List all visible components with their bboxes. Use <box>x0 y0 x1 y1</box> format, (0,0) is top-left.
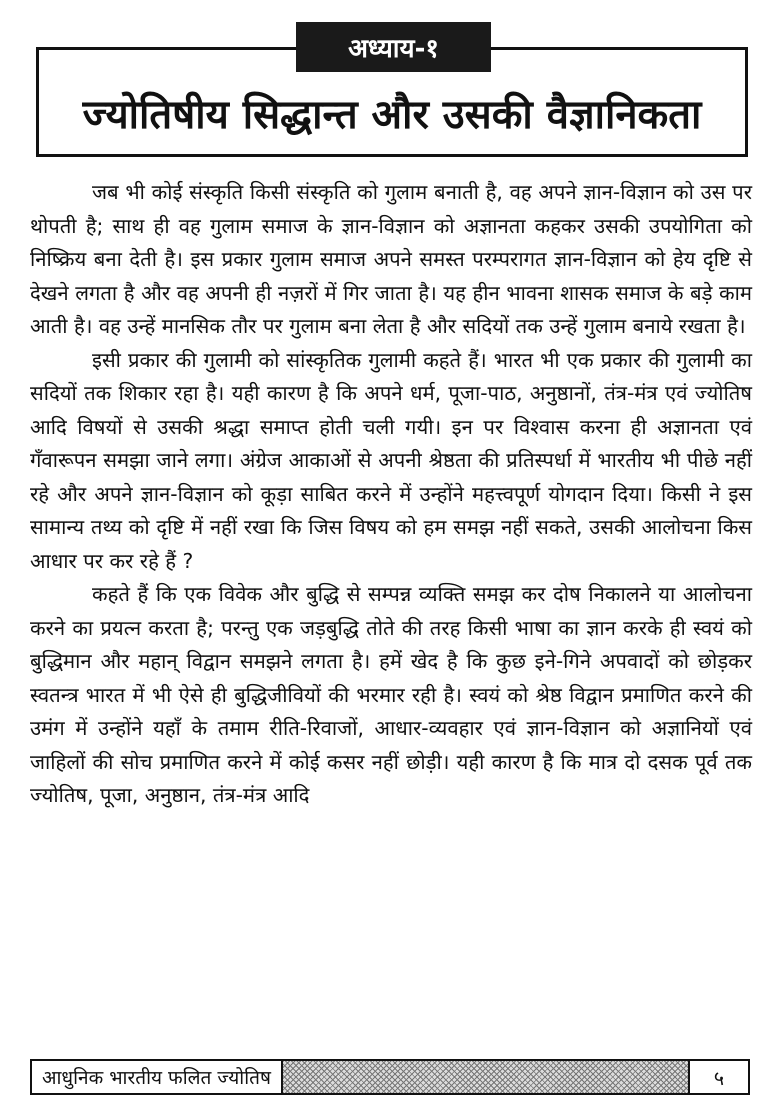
page-number: ५ <box>688 1061 748 1093</box>
footer-pattern <box>283 1061 688 1093</box>
body-text <box>30 176 752 813</box>
chapter-title: ज्योतिषीय सिद्धान्त और उसकी वैज्ञानिकता <box>82 92 702 138</box>
paragraph-2: इसी प्रकार की गुलामी को सांस्कृतिक गुलामी कहते हैं। भारत भी एक प्रकार की गुलामी का सदियों तक शिकार रहा है। यही कारण है कि अपने धर्म, पूजा-पाठ, अनुष्ठानों, तंत्र-मंत्र एवं ज्योतिष आदि विषयों से उसकी श्रद्धा समाप्त होती चली गयी। इन पर विश्वास करना ही अज्ञानता एवं गँवारूपन समझा जाने लगा। अंग्रेज आकाओं से अपनी श्रेष्ठता की प्रतिस्पर्धा में भारतीय भी पीछे नहीं रहे और अपने ज्ञान-विज्ञान को कूड़ा साबित करने में उन्होंने महत्त्वपूर्ण योगदान दिया। किसी ने इस सामान्य तथ्य को दृष्टि में नहीं रखा कि जिस विषय को हम समझ नहीं सकते, उसकी आलोचना किस आधार पर कर रहे हैं ? <box>30 347 752 573</box>
paragraph-3: कहते हैं कि एक विवेक और बुद्धि से सम्पन्न व्यक्ति समझ कर दोष निकालने या आलोचना करने का प्रयत्न करता है; परन्तु एक जड़बुद्धि तोते की तरह किसी भाषा का ज्ञान करके ही स्वयं को बुद्धिमान और महान् विद्वान समझने लगता है। हमें खेद है कि कुछ इने-गिने अपवादों को छोड़कर स्वतन्त्र भारत में भी ऐसे ही बुद्धिजीवियों की भरमार रही है। स्वयं को श्रेष्ठ विद्वान प्रमाणित करने की उमंग में उन्होंने यहाँ के तमाम रीति-रिवाजों, आधार-व्यवहार एवं ज्ञान-विज्ञान को अज्ञानियों एवं जाहिलों की सोच प्रमाणित करने में कोई कसर नहीं छोड़ी। यही कारण है कि मात्र दो दसक पूर्व तक ज्योतिष, पूजा, अनुष्ठान, तंत्र-मंत्र आदि <box>30 582 752 807</box>
page-footer <box>30 1059 750 1095</box>
chapter-label: अध्याय-१ <box>296 22 491 72</box>
paragraph-1: जब भी कोई संस्कृति किसी संस्कृति को गुलाम बनाती है, वह अपने ज्ञान-विज्ञान को उस पर थोपती है; साथ ही वह गुलाम समाज के ज्ञान-विज्ञान को अज्ञानता कहकर उसकी उपयोगिता को निष्क्रिय बना देती है। इस प्रकार गुलाम समाज अपने समस्त परम्परागत ज्ञान-विज्ञान को हेय दृष्टि से देखने लगता है और वह अपनी ही नज़रों में गिर जाता है। यह हीन भावना शासक समाज के बड़े काम आती है। वह उन्हें मानसिक तौर पर गुलाम बना लेता है और सदियों तक उन्हें गुलाम बनाये रखता है। <box>30 180 752 338</box>
footer-book-title: आधुनिक भारतीय फलित ज्योतिष <box>32 1061 283 1093</box>
